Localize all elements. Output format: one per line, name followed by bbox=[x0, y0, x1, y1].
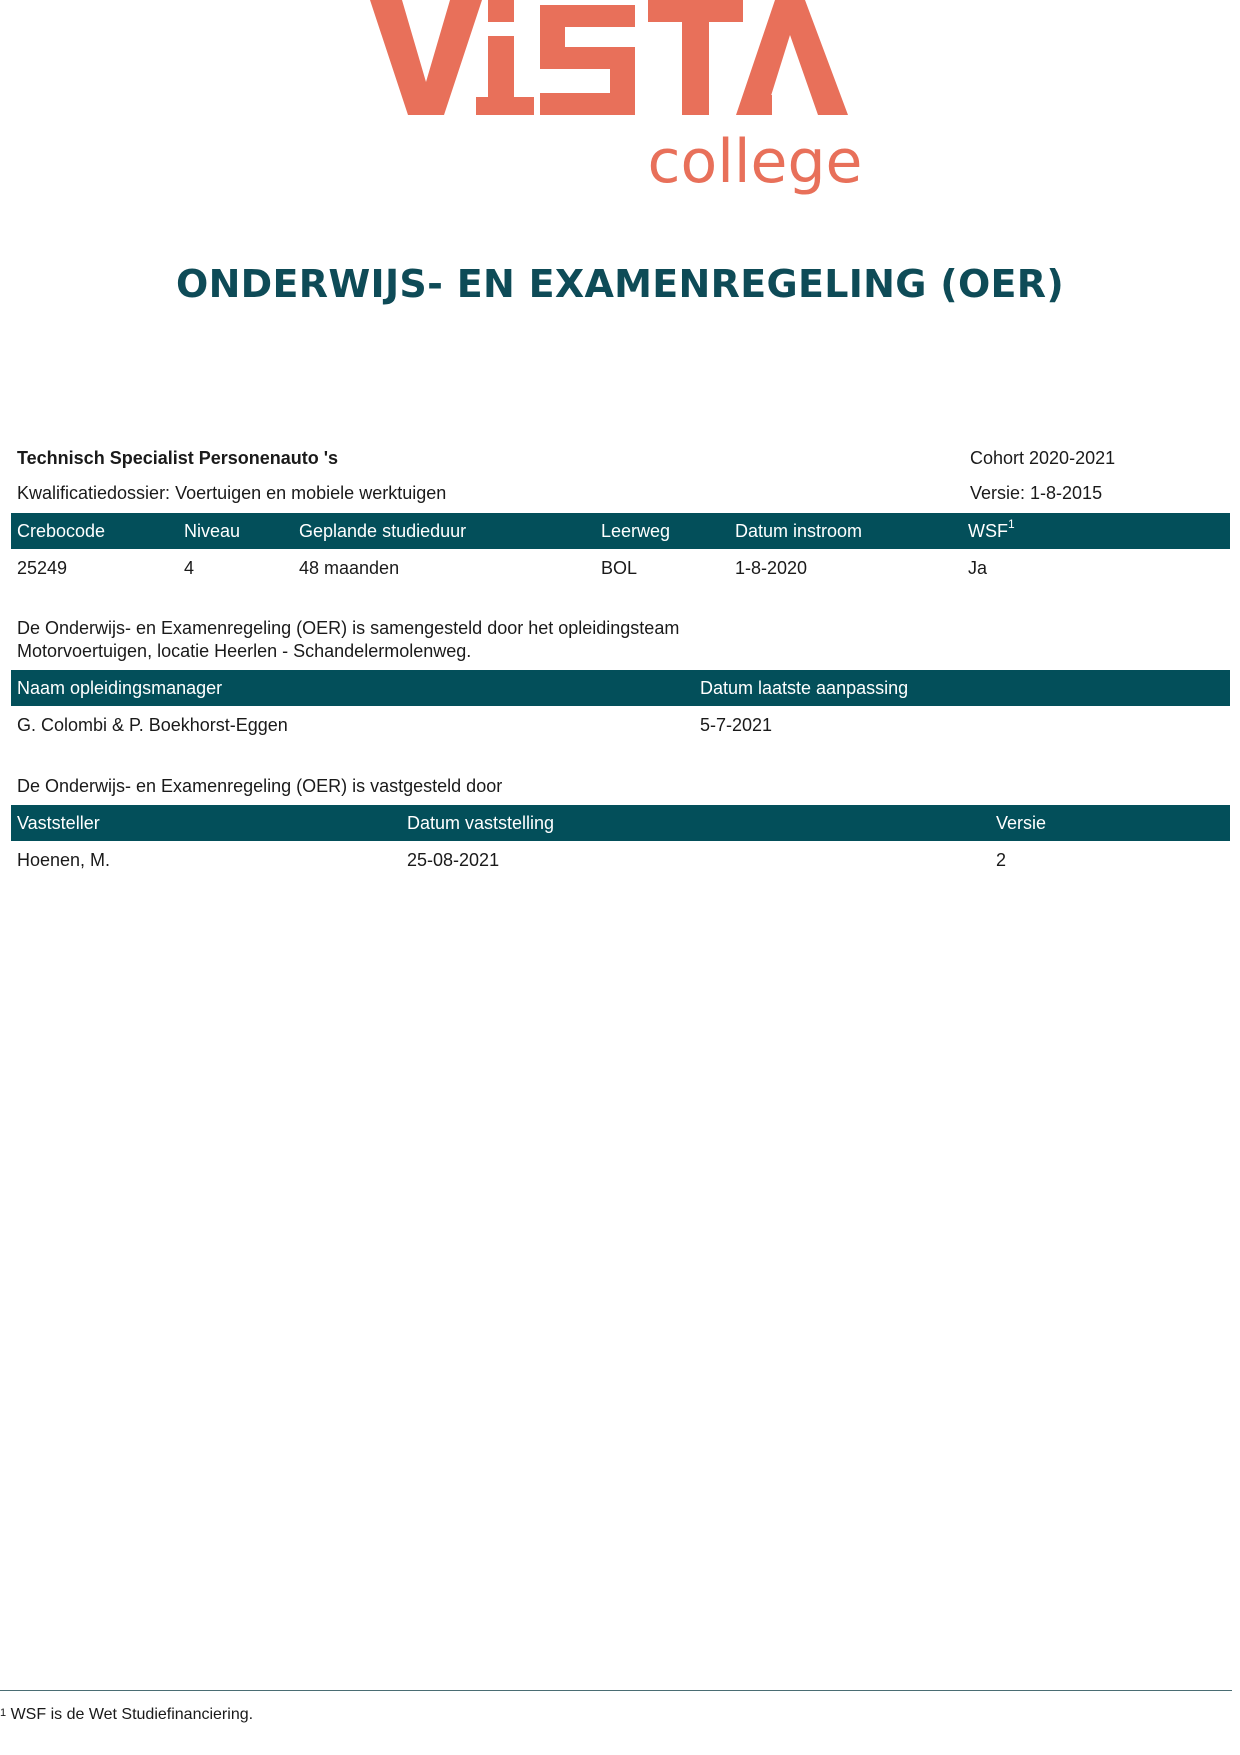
cell-opleidingsmanager: G. Colombi & P. Boekhorst-Eggen bbox=[17, 715, 288, 735]
footnote-divider bbox=[0, 1690, 1232, 1691]
header-vaststeller: Vaststeller bbox=[17, 813, 100, 833]
footnote-text: WSF is de Wet Studiefinanciering. bbox=[10, 1706, 254, 1723]
page-title: ONDERWIJS- EN EXAMENREGELING (OER) bbox=[175, 262, 1065, 306]
header-niveau: Niveau bbox=[184, 521, 241, 541]
table-row bbox=[11, 841, 1230, 879]
cell-crebocode: 25249 bbox=[17, 558, 68, 578]
programme-row bbox=[17, 447, 1227, 469]
table-header-row bbox=[11, 670, 1230, 706]
header-versie: Versie bbox=[996, 813, 1047, 833]
cohort-label: Cohort 2020-2021 bbox=[970, 448, 1116, 468]
vaststelling-table bbox=[11, 805, 1230, 879]
paragraph-line: De Onderwijs- en Examenregeling (OER) is samengesteld door het opleidingsteam bbox=[17, 618, 680, 638]
logo-graphic bbox=[370, 0, 870, 210]
footnote bbox=[0, 1706, 253, 1724]
header-studieduur: Geplande studieduur bbox=[299, 521, 467, 541]
vista-college-logo bbox=[0, 0, 1240, 215]
table-row bbox=[11, 706, 1230, 744]
table-header-row bbox=[11, 805, 1230, 841]
header-datum-instroom: Datum instroom bbox=[735, 521, 863, 541]
samengesteld-paragraph bbox=[17, 617, 777, 663]
header-leerweg: Leerweg bbox=[601, 521, 671, 541]
logo-college-text: college bbox=[647, 127, 863, 197]
kwalificatiedossier-label: Kwalificatiedossier: Voertuigen en mobiele werktuigen bbox=[17, 483, 447, 503]
kwalificatie-row bbox=[17, 482, 1227, 504]
footnote-mark: 1 bbox=[1008, 517, 1015, 531]
table-row bbox=[11, 549, 1230, 587]
cell-datum-vaststelling: 25-08-2021 bbox=[407, 850, 500, 870]
footnote-number: 1 bbox=[0, 1707, 7, 1719]
versie-label: Versie: 1-8-2015 bbox=[970, 483, 1103, 503]
table-header-row bbox=[11, 513, 1230, 549]
programme-name: Technisch Specialist Personenauto 's bbox=[17, 448, 339, 468]
vastgesteld-paragraph: De Onderwijs- en Examenregeling (OER) is vastgesteld door bbox=[17, 776, 503, 796]
cell-versie: 2 bbox=[996, 850, 1007, 870]
cell-datum-instroom: 1-8-2020 bbox=[735, 558, 808, 578]
programme-table bbox=[11, 513, 1230, 587]
cell-wsf: Ja bbox=[968, 558, 988, 578]
cell-niveau: 4 bbox=[184, 558, 195, 578]
header-wsf-label: WSF bbox=[968, 521, 1008, 541]
paragraph-line: Motorvoertuigen, locatie Heerlen - Schandelermolenweg. bbox=[17, 641, 472, 661]
header-crebocode: Crebocode bbox=[17, 521, 106, 541]
cell-leerweg: BOL bbox=[601, 558, 638, 578]
manager-table bbox=[11, 670, 1230, 744]
cell-datum-aanpassing: 5-7-2021 bbox=[700, 715, 773, 735]
header-wsf bbox=[968, 513, 1015, 549]
header-opleidingsmanager: Naam opleidingsmanager bbox=[17, 678, 223, 698]
cell-studieduur: 48 maanden bbox=[299, 558, 400, 578]
header-datum-aanpassing: Datum laatste aanpassing bbox=[700, 678, 909, 698]
header-datum-vaststelling: Datum vaststelling bbox=[407, 813, 555, 833]
cell-vaststeller: Hoenen, M. bbox=[17, 850, 111, 870]
